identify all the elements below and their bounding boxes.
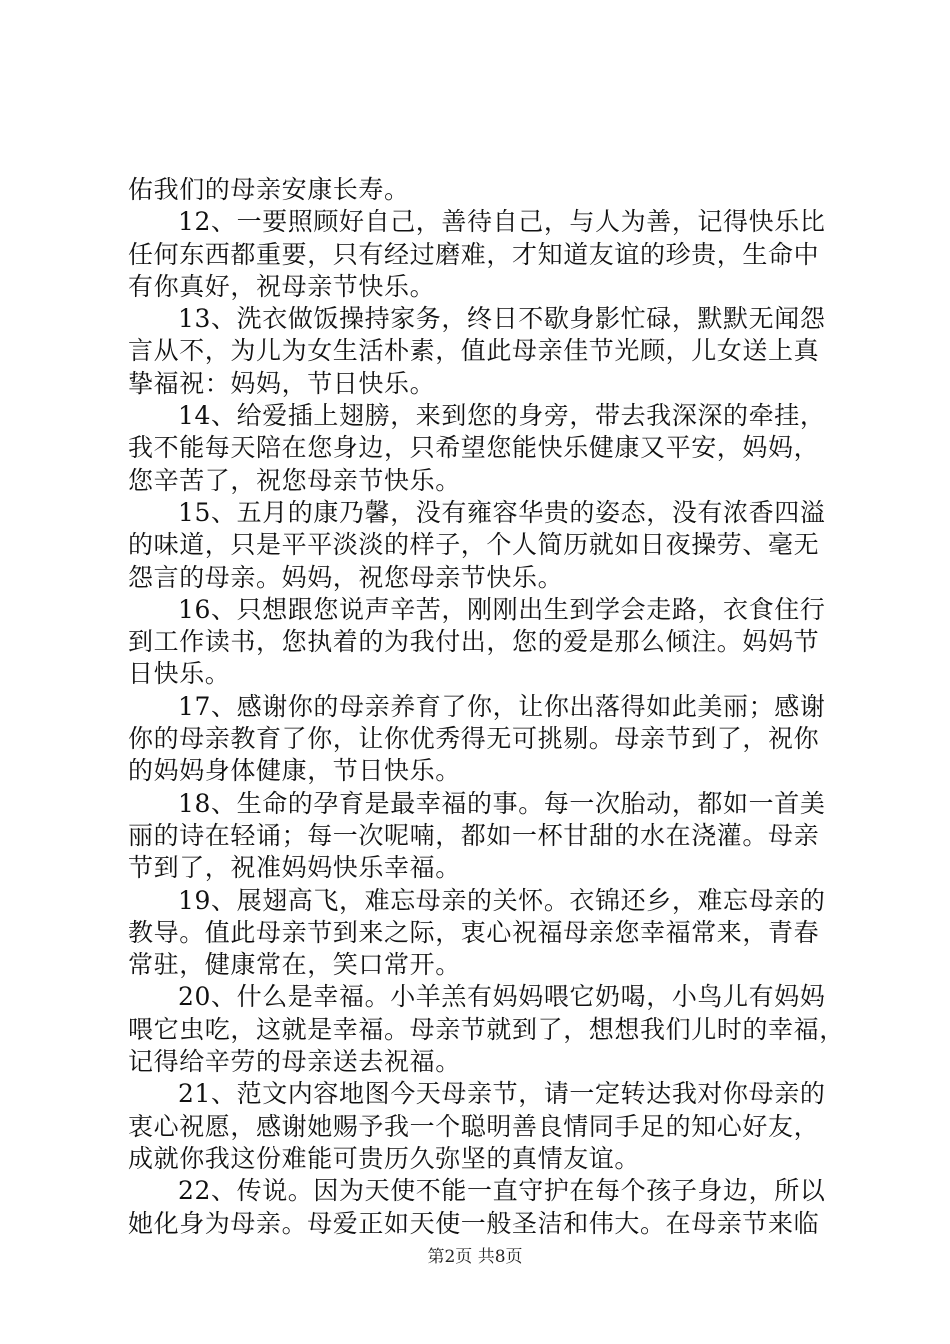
- text-line: 到工作读书，您执着的为我付出，您的爱是那么倾注。妈妈节: [128, 627, 820, 657]
- text-line: 13、洗衣做饭操持家务，终日不歇身影忙碌，默默无闻怨: [178, 304, 826, 334]
- text-line: 成就你我这份难能可贵历久弥坚的真情友谊。: [128, 1143, 641, 1173]
- text-line: 常驻，健康常在，笑口常开。: [128, 950, 461, 980]
- text-line: 教导。值此母亲节到来之际，衷心祝福母亲您幸福常来，青春: [128, 917, 820, 947]
- text-line: 你的母亲教育了你，让你优秀得无可挑剔。母亲节到了，祝你: [128, 724, 820, 754]
- page-footer: 第2页 共8页: [427, 1247, 523, 1267]
- text-line: 她化身为母亲。母爱正如天使一般圣洁和伟大。在母亲节来临: [128, 1208, 820, 1238]
- text-line: 言从不，为儿为女生活朴素，值此母亲佳节光顾，儿女送上真: [128, 336, 820, 366]
- text-line: 节到了，祝准妈妈快乐幸福。: [128, 853, 461, 883]
- text-line: 佑我们的母亲安康长寿。: [128, 175, 410, 204]
- body-text: [128, 174, 845, 1240]
- text-line: 我不能每天陪在您身边，只希望您能快乐健康又平安，妈妈，: [128, 433, 820, 463]
- text-line: 挚福祝：妈妈，节日快乐。: [128, 368, 436, 398]
- text-line: 18、生命的孕育是最幸福的事。每一次胎动，都如一首美: [178, 788, 826, 818]
- text-line: 15、五月的康乃馨，没有雍容华贵的姿态，没有浓香四溢: [178, 497, 826, 527]
- text-line: 17、感谢你的母亲养育了你，让你出落得如此美丽；感谢: [178, 691, 826, 721]
- text-line: 丽的诗在轻诵；每一次呢喃，都如一杯甘甜的水在浇灌。母亲: [128, 820, 820, 850]
- text-line: 喂它虫吃，这就是幸福。母亲节就到了，想想我们儿时的幸福，: [128, 1014, 845, 1044]
- text-line: 任何东西都重要，只有经过磨难，才知道友谊的珍贵，生命中: [128, 239, 820, 269]
- text-line: 12、一要照顾好自己，善待自己，与人为善，记得快乐比: [178, 207, 826, 237]
- text-line: 22、传说。因为天使不能一直守护在每个孩子身边，所以: [178, 1176, 826, 1206]
- text-line: 的味道，只是平平淡淡的样子，个人简历就如日夜操劳、毫无: [128, 530, 820, 560]
- text-line: 16、只想跟您说声辛苦，刚刚出生到学会走路，衣食住行: [178, 594, 826, 624]
- text-line: 日快乐。: [128, 659, 231, 689]
- text-line: 您辛苦了，祝您母亲节快乐。: [128, 465, 461, 495]
- text-line: 的妈妈身体健康，节日快乐。: [128, 756, 461, 786]
- text-line: 记得给辛劳的母亲送去祝福。: [128, 1047, 461, 1077]
- text-line: 怨言的母亲。妈妈，祝您母亲节快乐。: [128, 562, 564, 592]
- text-line: 19、展翅高飞，难忘母亲的关怀。衣锦还乡，难忘母亲的: [178, 885, 826, 915]
- text-line: 有你真好，祝母亲节快乐。: [128, 271, 436, 301]
- text-line: 21、范文内容地图今天母亲节，请一定转达我对你母亲的: [178, 1079, 826, 1109]
- text-line: 衷心祝愿，感谢她赐予我一个聪明善良情同手足的知心好友，: [128, 1111, 820, 1141]
- text-line: 20、什么是幸福。小羊羔有妈妈喂它奶喝，小鸟儿有妈妈: [178, 982, 826, 1012]
- text-line: 14、给爱插上翅膀，来到您的身旁，带去我深深的牵挂，: [178, 401, 826, 431]
